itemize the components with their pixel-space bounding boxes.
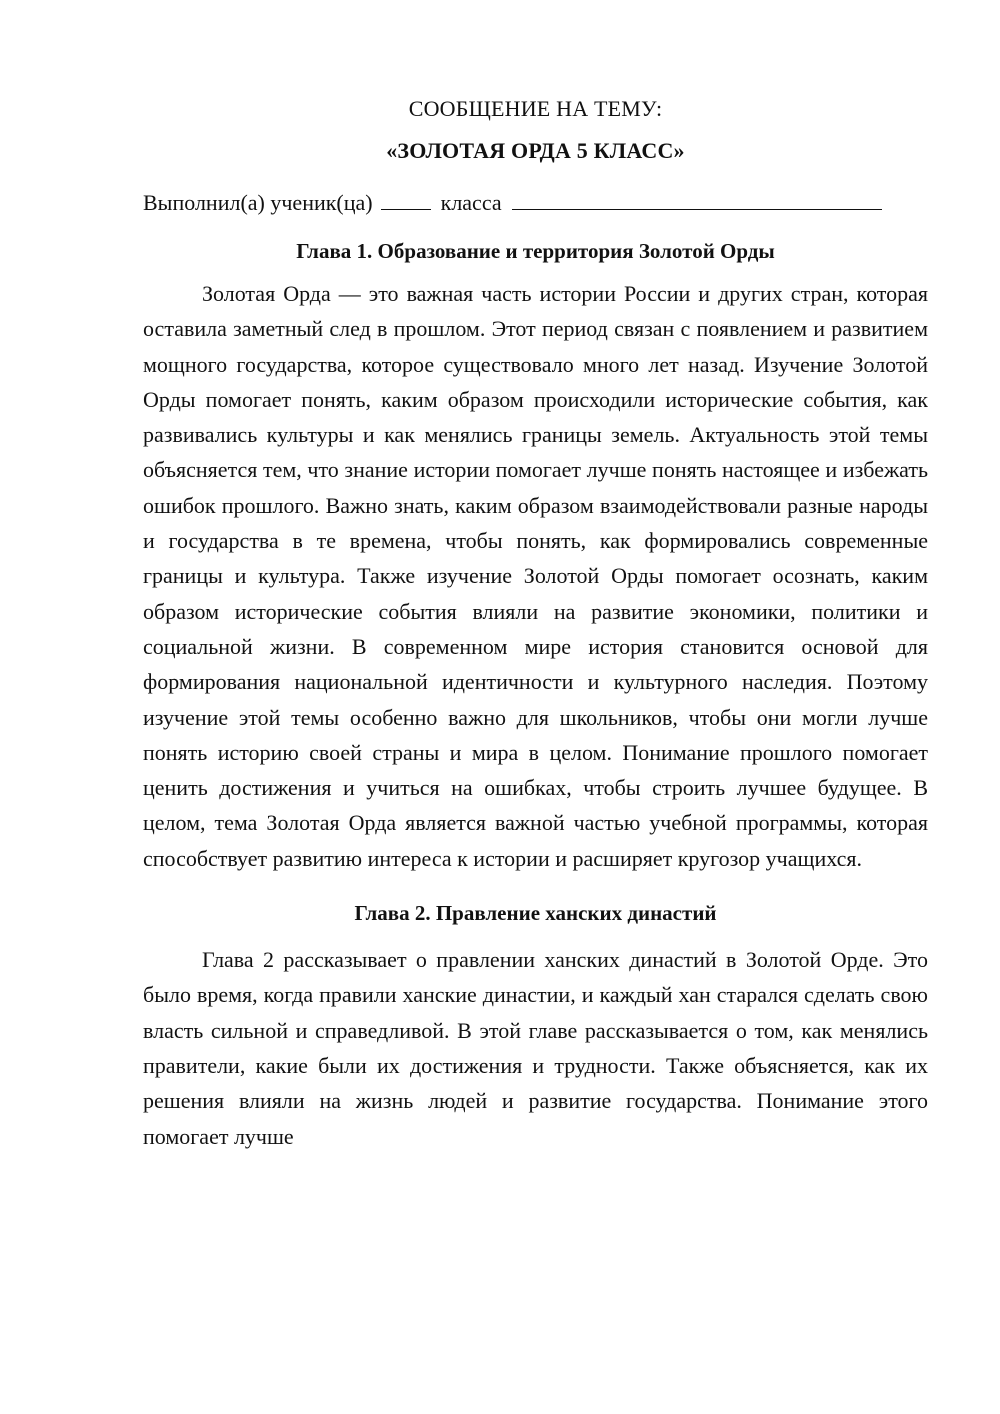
author-prefix: Выполнил(а) ученик(ца) (143, 190, 373, 215)
document-title-line2: «ЗОЛОТАЯ ОРДА 5 КЛАСС» (386, 138, 685, 163)
document-page (143, 88, 928, 1154)
chapter-1-text: Золотая Орда — это важная часть истории России и других стран, которая оставила заметный след в прошлом. Этот период связан с появлением и развитием мощного государства, которое существовало много лет назад. Изучение Золотой Орды помогает понять, каким образом происходили исторические события, как развивались культуры и как менялись границы земель. Актуальность этой темы объясняется тем, что знание истории помогает лучше понять настоящее и избежать ошибок прошлого. Важно знать, каким образом взаимодействовали разные народы и государства в те времена, чтобы понять, как формировались современные границы и культура. Также изучение Золотой Орды помогает осознать, каким образом исторические события влияли на развитие экономики, политики и социальной жизни. В современном мире история становится основой для формирования национальной идентичности и культурного наследия. Поэтому изучение этой темы особенно важно для школьников, чтобы они могли лучше понять историю своей страны и мира в целом. Понимание прошлого помогает ценить достижения и учиться на ошибках, чтобы строить лучшее будущее. В целом, тема Золотая Орда является важной частью учебной программы, которая способствует развитию интереса к истории и расширяет кругозор учащихся. (143, 281, 928, 871)
chapter-2-heading: Глава 2. Правление ханских династий (354, 901, 717, 926)
class-number-blank (381, 191, 431, 210)
author-line (143, 188, 928, 218)
author-class-word: класса (440, 190, 502, 215)
document-title-line1: СООБЩЕНИЕ НА ТЕМУ: (408, 96, 663, 121)
chapter-1-heading: Глава 1. Образование и территория Золотой Орды (296, 239, 775, 263)
student-name-blank (512, 191, 882, 210)
chapter-2-text: Глава 2 рассказывает о правлении ханских династий в Золотой Орде. Это было время, когда правили ханские династии, и каждый хан старался сделать свою власть сильной и справедливой. В этой главе рассказывается о том, как менялись правители, какие были их достижения и трудности. Также объясняется, как их решения влияли на жизнь людей и развитие государства. Понимание этого помогает лучше (143, 947, 928, 1149)
